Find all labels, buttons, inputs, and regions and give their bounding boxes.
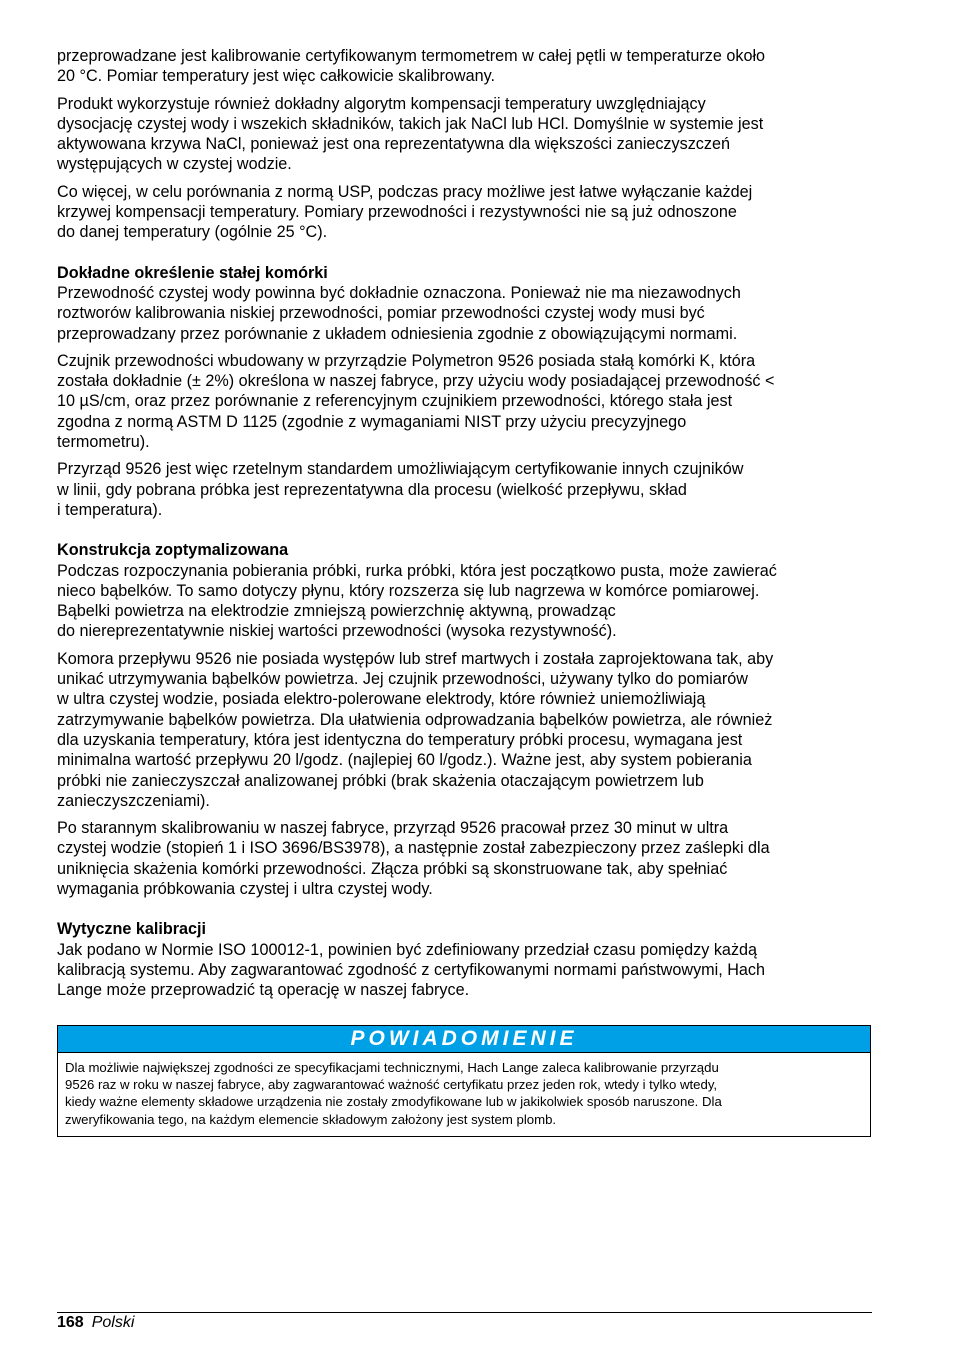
notice-box <box>57 1025 871 1137</box>
page-number: 168 <box>57 1314 84 1331</box>
paragraph: przeprowadzane jest kalibrowanie certyfikowanym termometrem w całej pętli w temperaturze około 20 °C. Pomiar temperatury jest więc całkowicie skalibrowany. <box>57 47 766 86</box>
paragraph: Jak podano w Normie ISO 100012-1, powinien być zdefiniowany przedział czasu pomiędzy każdą kalibracją systemu. Aby zagwarantować zgodność z certyfikowanymi normami państwowymi, Hach Lange może przeprowadzić tą operację w naszej fabryce. <box>57 940 766 1000</box>
notice-text: Dla możliwie największej zgodności ze specyfikacjami technicznymi, Hach Lange zaleca kalibrowanie przyrządu 9526 raz w roku w naszej fabryce, aby zagwarantować ważność certyfikatu przez jeden rok, wtedy i tylko wtedy, kiedy ważne elementy składowe urządzenia nie zostały zmodyfikowane lub w jakikolwiek sposób naruszone. Dla zweryfikowania tego, na każdym elemencie składowym założony jest system plomb. <box>65 1060 722 1127</box>
notice-title: POWIADOMIENIE <box>58 1026 870 1053</box>
paragraph: Po starannym skalibrowaniu w naszej fabryce, przyrząd 9526 pracował przez 30 minut w ultra czystej wodzie (stopień 1 i ISO 3696/BS3978), a następnie został zabezpieczony przez zaślepki dla uniknięcia skażenia komórki przewodności. Złącza próbki są skonstruowane tak, aby spełniać wymagania próbkowania czystej i ultra czystej wody. <box>57 819 770 898</box>
page-footer <box>57 1313 134 1333</box>
paragraph: Co więcej, w celu porównania z normą USP, podczas pracy możliwe jest łatwe wyłączanie każdej krzywej kompensacji temperatury. Pomiary przewodności i rezystywności nie są już odnoszone do danej temperatury (ogólnie 25 °C). <box>57 182 753 242</box>
paragraph: Przewodność czystej wody powinna być dokładnie oznaczona. Ponieważ nie ma niezawodnych roztworów kalibrowania niskiej przewodności, pomiar przewodności czystej wody musi być przeprowadzany przez porównanie z układem odniesienia zgodnie z obowiązującymi normami. <box>57 283 741 343</box>
section-heading: Dokładne określenie stałej komórki <box>57 263 328 282</box>
footer-language: Polski <box>91 1314 135 1331</box>
document-body <box>57 46 872 1007</box>
section-cell-constant <box>57 263 872 521</box>
paragraph: Przyrząd 9526 jest więc rzetelnym standardem umożliwiającym certyfikowanie innych czujników w linii, gdy pobrana próbka jest reprezentatywna dla procesu (wielkość przepływu, skład i temperatura). <box>57 460 744 519</box>
section-optimized-design <box>57 540 872 899</box>
section-calibration-guidelines <box>57 919 872 1000</box>
paragraph: Produkt wykorzystuje również dokładny algorytm kompensacji temperatury uwzględniający dysocjację czystej wody i wszekich składników, takich jak NaCl lub HCl. Domyślnie w systemie jest aktywowana krzywa NaCl, ponieważ jest ona reprezentatywna dla większości zanieczyszczeń występujących w czystej wodzie. <box>57 94 764 174</box>
section-heading: Wytyczne kalibracji <box>57 920 207 939</box>
section-heading: Konstrukcja zoptymalizowana <box>57 541 289 560</box>
paragraph: Podczas rozpoczynania pobierania próbki, rurka próbki, która jest początkowo pusta, może zawierać nieco bąbelków. To samo dotyczy płynu, który rozszerza się lub nagrzewa w komórce pomiarowej. Bąbelki powietrza na elektrodzie zmniejszą powierzchnię aktywną, prowadząc do niereprezentatywnie niskiej wartości przewodności (wysoka rezystywność). <box>57 561 777 641</box>
footer-divider <box>57 1312 872 1313</box>
paragraph: Komora przepływu 9526 nie posiada występów lub stref martwych i została zaprojektowana tak, aby unikać utrzymywania bąbelków powietrza. Jej czujnik przewodności, używany tylko do pomiarów w ultra czystej wodzie, posiada elektro-polerowane elektrody, które również uniemożliwiają zatrzymywanie bąbelków powietrza. Dla ułatwienia odprowadzania bąbelków powietrza, ale również dla uzyskania temperatury, która jest identyczna do temperatury próbki procesu, wymagana jest minimalna wartość przepływu 20 l/godz. (najlepiej 60 l/godz.). Ważne jest, aby system pobierania próbki nie zanieczyszczał analizowanej próbki (brak skażenia otaczającym powietrzem lub zanieczyszczeniami). <box>57 649 774 810</box>
paragraph: Czujnik przewodności wbudowany w przyrządzie Polymetron 9526 posiada stałą komórki K, która została dokładnie (± 2%) określona w naszej fabryce, przy użyciu wody posiadającej przewodność < 10 µS/cm, oraz przez porównanie z referencyjnym czujnikiem przewodności, którego stała jest zgodna z normą ASTM D 1125 (zgodnie z wymaganiami NIST przy użyciu precyzyjnego termometru). <box>57 351 775 452</box>
